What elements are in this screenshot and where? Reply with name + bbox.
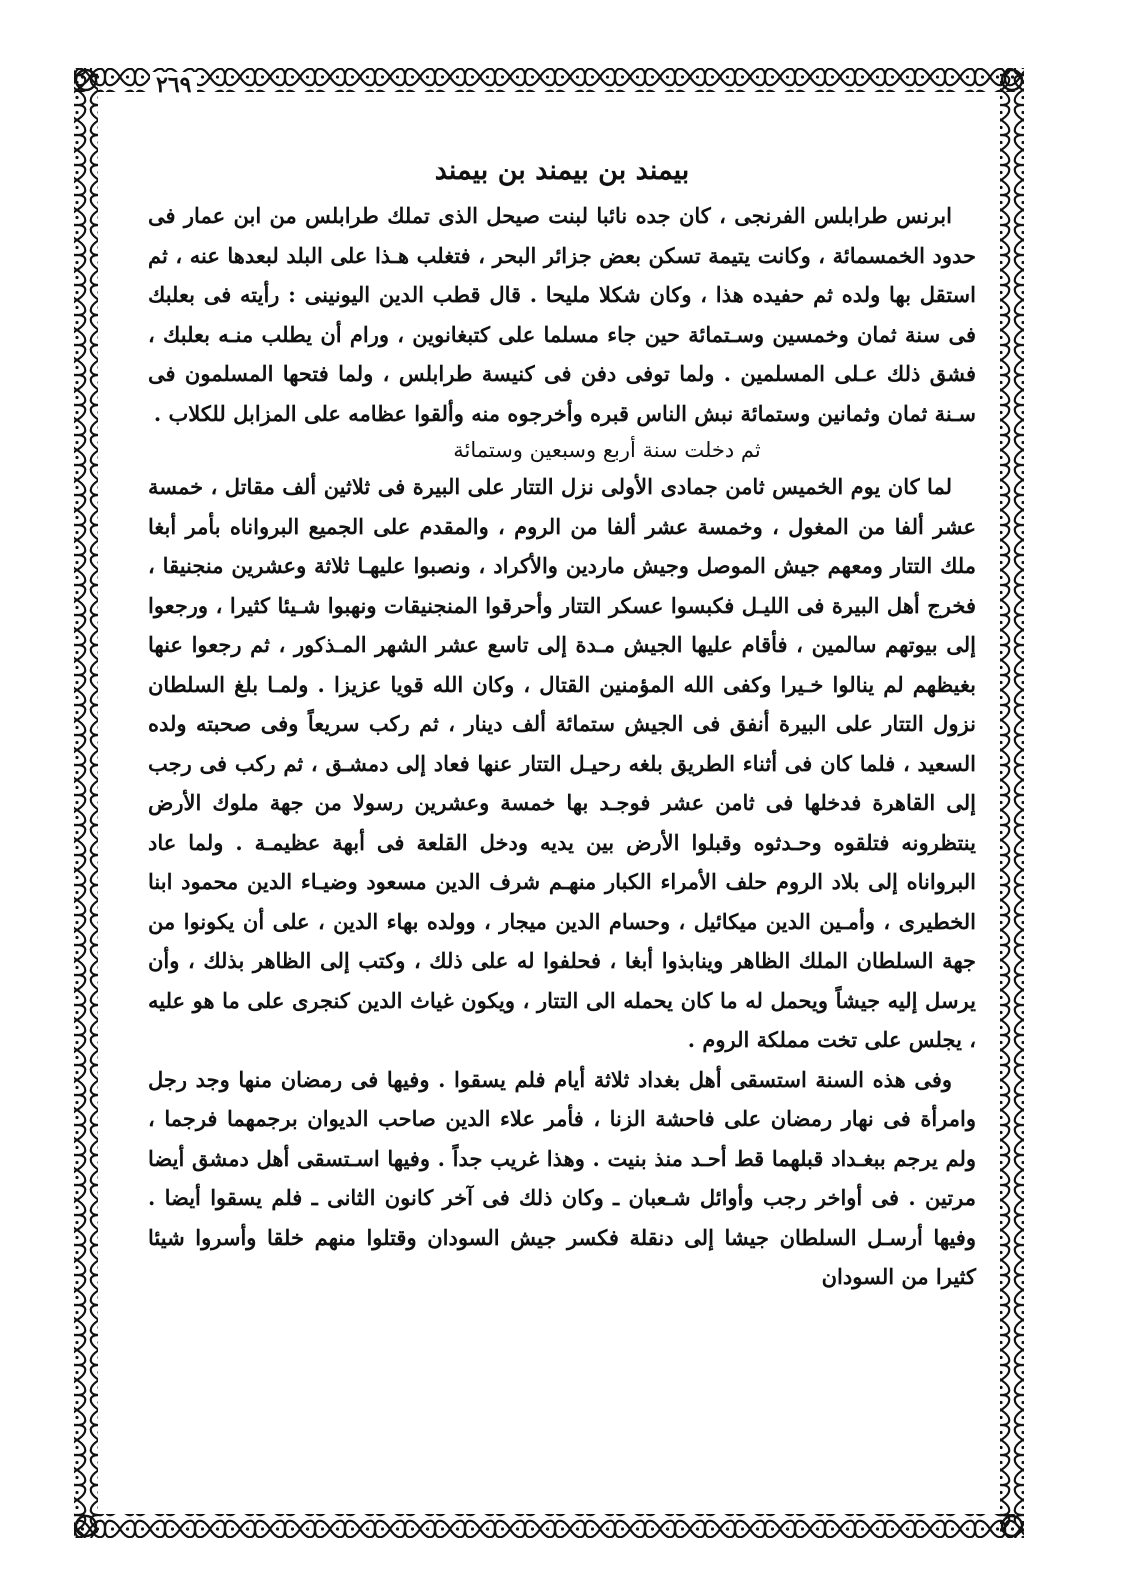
year-heading: ثم دخلت سنة أربع وسبعين وستمائة	[453, 438, 761, 462]
biography-paragraph: ابرنس طرابلس الفرنجى ، كان جده نائبا لبنت صيحل الذى تملك طرابلس من ابن عمار فى حدود الخمسمائة ، وكانت يتيمة تسكن بعض جزائر البحر ، فتغلب هـذا على البلد لبعدها عنه ، ثم استقل بها ولده ثم حفيده هذا ، وكان شكلا مليحا . قال قطب الدين اليونينى : رأيته فى بعلبك فى سنة ثمان وخمسين وسـتمائة حين جاء مسلما على كتبغانوين ، ورام أن يطلب منـه بعلبك ، فشق ذلك عـلى المسلمين . ولما توفى دفن فى كنيسة طرابلس ، ولما فتحها المسلمون فى سـنة ثمان وثمانين وستمائة نبش الناس قبره وأخرجوه منه وألقوا عظامه على المزابل للكلاب .	[148, 203, 976, 426]
page-content	[148, 148, 976, 1297]
events-paragraph-2: وفى هذه السنة استسقى أهل بغداد ثلاثة أيام فلم يسقوا . وفيها فى رمضان منها وجد رجل وامرأة فى نهار رمضان على فاحشة الزنا ، فأمر علاء الدين صاحب الديوان برجمهما فرجما ، ولم يرجم ببغـداد قبلهما قط أحـد منذ بنيت . وهذا غريب جداً . وفيها اسـتسقى أهل دمشق أيضا مرتين . فى أواخر رجب وأوائل شـعبان ـ وكان ذلك فى آخر كانون الثانى ـ فلم يسقوا أيضا . وفيها أرسـل السلطان جيشا إلى دنقلة فكسر جيش السودان وقتلوا منهم خلقا وأسروا شيئا كثيرا من السودان	[148, 1066, 976, 1289]
events-paragraph-1: لما كان يوم الخميس ثامن جمادى الأولى نزل التتار على البيرة فى ثلاثين ألف مقاتل ، خمسة عشر ألفا من المغول ، وخمسة عشر ألفا من الروم ، والمقدم على الجميع البرواناه بأمر أبغا ملك التتار ومعهم جيش الموصل وجيش ماردين والأكراد ، ونصبوا عليهـا ثلاثة وعشرين منجنيقا ، فخرج أهل البيرة فى الليـل فكبسوا عسكر التتار وأحرقوا المنجنيقات ونهبوا شـيئا كثيرا ، ورجعوا إلى بيوتهم سالمين ، فأقام عليها الجيش مـدة إلى تاسع عشر الشهر المـذكور ، ثم رجعوا عنها بغيظهم لم ينالوا خـيرا وكفى الله المؤمنين القتال ، وكان الله قويا عزيزا . ولمـا بلغ السلطان نزول التتار على البيرة أنفق فى الجيش ستمائة ألف دينار ، ثم ركب سريعاً وفى صحبته ولده السعيد ، فلما كان فى أثناء الطريق بلغه رحيـل التتار عنها فعاد إلى دمشـق ، ثم ركب فى رجب إلى القاهرة فدخلها فى ثامن عشر فوجـد بها خمسة وعشرين رسولا من جهة ملوك الأرض ينتظرونه فتلقوه وحـدثوه وقبلوا الأرض بين يديه ودخل القلعة فى أبهة عظيمـة . ولما عاد البرواناه إلى بلاد الروم حلف الأمراء الكبار منهـم شرف الدين مسعود وضيـاء الدين محمود ابنا الخطيرى ، وأمـين الدين ميكائيل ، وحسام الدين ميجار ، وولده بهاء الدين ، على أن يكونوا من جهة السلطان الملك الظاهر وينابذوا أبغا ، فحلفوا له على ذلك ، وكتب إلى الظاهر بذلك ، وأن يرسل إليه جيشاً ويحمل له ما كان يحمله الى التتار ، ويكون غياث الدين كنجرى على ما هو عليه ، يجلس على تخت مملكة الروم .	[148, 474, 976, 1052]
page-number: ٢٦٩	[150, 72, 197, 98]
section-heading: بيمند بن بيمند بن بيمند	[434, 155, 690, 186]
